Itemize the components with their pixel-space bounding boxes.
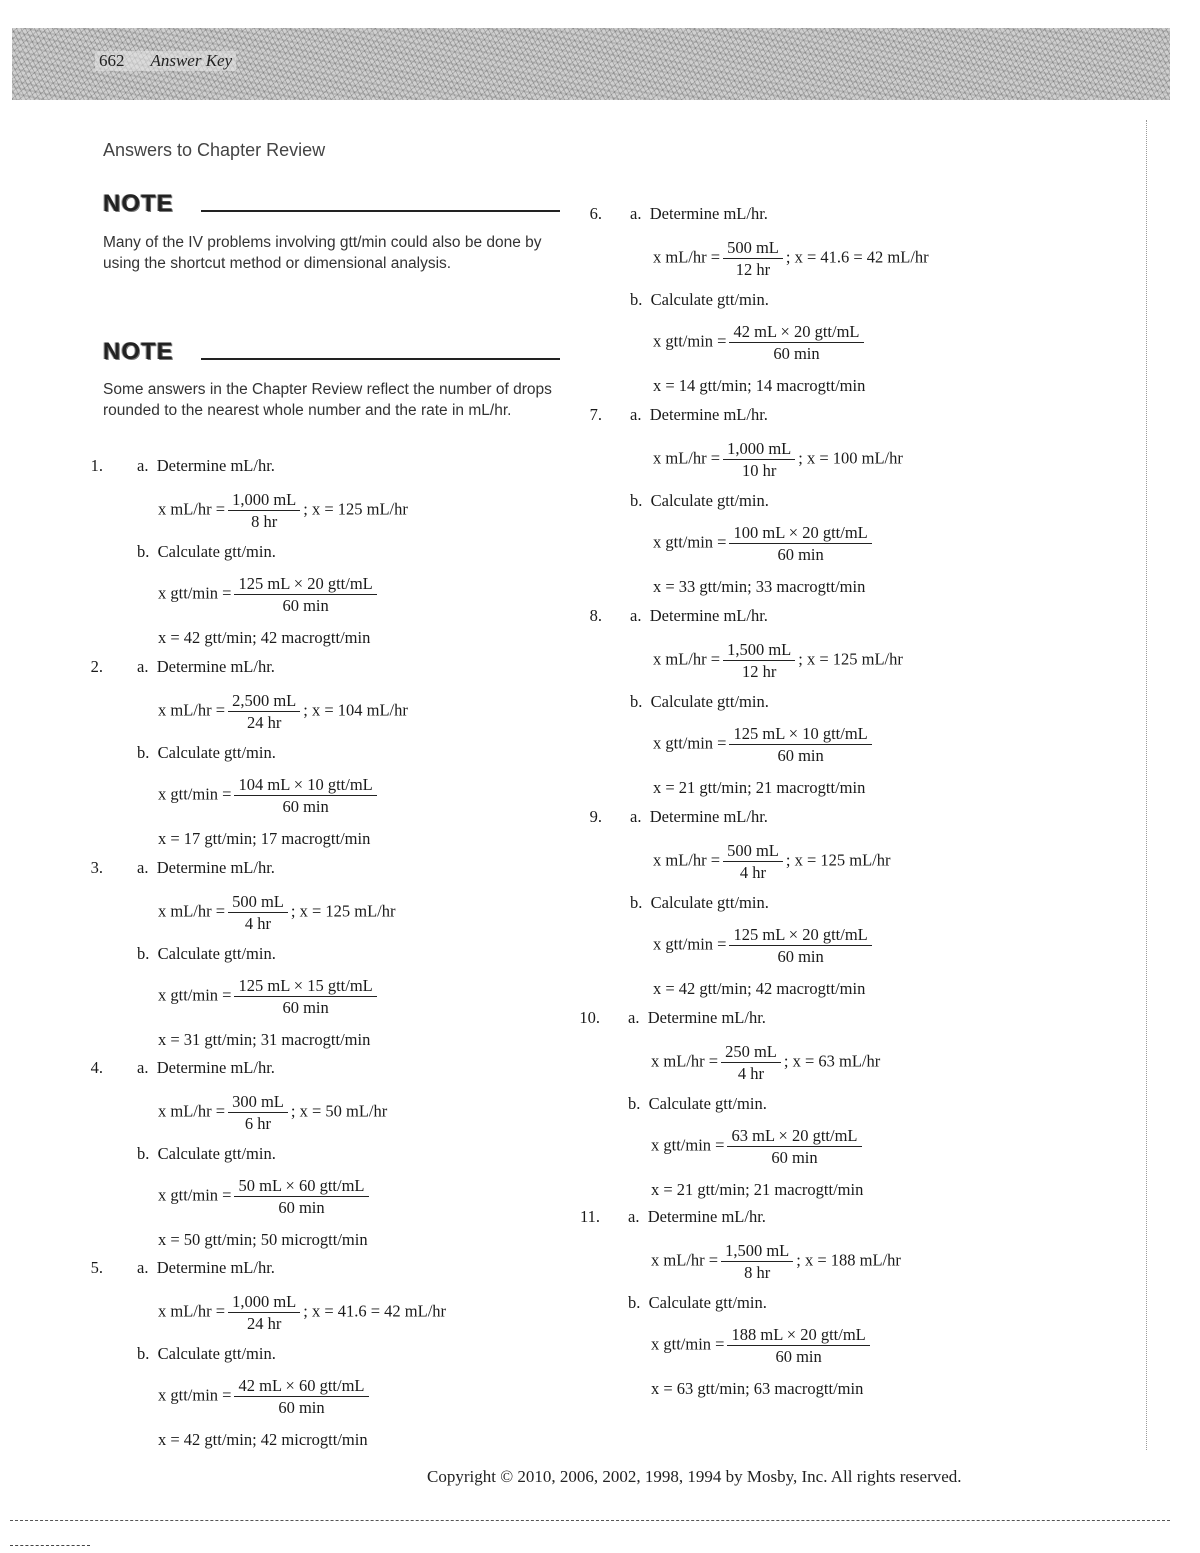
mL-per-hr-equation xyxy=(651,1042,880,1083)
equation-lhs: x gtt/min = xyxy=(158,1185,232,1205)
gtt-per-min-equation xyxy=(653,724,875,765)
equation-result: ; x = 41.6 = 42 mL/hr xyxy=(303,1301,447,1321)
part-label: a. xyxy=(137,1258,149,1277)
equation-result: ; x = 125 mL/hr xyxy=(798,649,903,669)
part-instruction: Calculate gtt/min. xyxy=(648,1293,767,1312)
part-b-heading xyxy=(137,944,276,964)
equation-lhs: x mL/hr = xyxy=(158,700,226,720)
part-b-heading xyxy=(137,1144,276,1164)
fraction-numerator: 1,500 mL xyxy=(721,1241,793,1262)
equation-result: ; x = 125 mL/hr xyxy=(290,901,396,921)
part-label: b. xyxy=(137,1144,150,1163)
fraction-numerator: 42 mL × 60 gtt/mL xyxy=(234,1376,368,1397)
fraction xyxy=(234,775,376,816)
part-instruction: Determine mL/hr. xyxy=(647,1207,766,1226)
mL-per-hr-equation xyxy=(653,439,903,480)
fraction xyxy=(228,1092,288,1133)
bottom-rule xyxy=(10,1520,1170,1521)
part-a-heading xyxy=(628,1207,766,1227)
equation-lhs: x mL/hr = xyxy=(653,247,721,267)
part-b-heading xyxy=(630,491,769,511)
part-instruction: Calculate gtt/min. xyxy=(157,944,276,963)
gtt-per-min-equation xyxy=(158,574,380,615)
part-label: b. xyxy=(137,743,150,762)
equation-lhs: x mL/hr = xyxy=(653,850,721,870)
fraction xyxy=(234,574,376,615)
equation-lhs: x mL/hr = xyxy=(158,1301,226,1321)
equation-lhs: x mL/hr = xyxy=(158,499,226,519)
fraction-numerator: 250 mL xyxy=(721,1042,781,1063)
copyright-notice: Copyright © 2010, 2006, 2002, 1998, 1994 by Mosby, Inc. All rights reserved. xyxy=(427,1467,962,1486)
fraction-numerator: 125 mL × 20 gtt/mL xyxy=(234,574,376,595)
fraction-denominator: 4 hr xyxy=(244,914,272,933)
final-answer: x = 21 gtt/min; 21 macrogtt/min xyxy=(651,1180,864,1199)
part-instruction: Calculate gtt/min. xyxy=(157,542,276,561)
final-answer: x = 42 gtt/min; 42 macrogtt/min xyxy=(158,628,371,647)
fraction xyxy=(228,1292,300,1333)
part-b-heading xyxy=(628,1293,767,1313)
footer-mark xyxy=(10,1545,90,1546)
part-instruction: Determine mL/hr. xyxy=(156,1258,275,1277)
fraction-denominator: 60 min xyxy=(771,1148,818,1167)
fraction-denominator: 60 min xyxy=(282,797,329,816)
fraction-denominator: 60 min xyxy=(773,344,820,363)
part-a-heading xyxy=(137,858,275,878)
part-a-heading xyxy=(630,405,768,425)
mL-per-hr-equation xyxy=(653,841,891,882)
part-b-heading xyxy=(137,743,276,763)
fraction xyxy=(234,976,376,1017)
part-instruction: Determine mL/hr. xyxy=(649,807,768,826)
fraction-denominator: 24 hr xyxy=(246,713,282,732)
note-text-2: Some answers in the Chapter Review reflect the number of drops rounded to the nearest whole number and the rate in mL/hr. xyxy=(103,381,552,419)
part-b-heading xyxy=(137,1344,276,1364)
equation-lhs: x gtt/min = xyxy=(158,1385,232,1405)
note-rule xyxy=(201,358,560,360)
fraction-denominator: 60 min xyxy=(777,545,824,564)
problem-number: 5. xyxy=(90,1258,103,1277)
fraction-denominator: 10 hr xyxy=(741,461,777,480)
fraction-denominator: 60 min xyxy=(282,596,329,615)
part-instruction: Calculate gtt/min. xyxy=(648,1094,767,1113)
fraction-numerator: 50 mL × 60 gtt/mL xyxy=(234,1176,368,1197)
fraction-numerator: 300 mL xyxy=(228,1092,288,1113)
equation-lhs: x gtt/min = xyxy=(158,784,232,804)
final-answer: x = 42 gtt/min; 42 macrogtt/min xyxy=(653,979,866,998)
problem-number: 6. xyxy=(589,204,602,223)
mL-per-hr-equation xyxy=(158,691,408,732)
final-answer: x = 33 gtt/min; 33 macrogtt/min xyxy=(653,577,866,596)
fraction-numerator: 100 mL × 20 gtt/mL xyxy=(729,523,871,544)
fraction-denominator: 60 min xyxy=(775,1347,822,1366)
problem-number: 9. xyxy=(589,807,602,826)
gtt-per-min-equation xyxy=(158,775,380,816)
margin-edge xyxy=(1146,120,1147,1450)
fraction xyxy=(721,1241,793,1282)
fraction-denominator: 12 hr xyxy=(735,260,771,279)
part-label: a. xyxy=(628,1207,640,1226)
fraction-numerator: 188 mL × 20 gtt/mL xyxy=(727,1325,869,1346)
note-rule xyxy=(201,210,560,212)
part-b-heading xyxy=(628,1094,767,1114)
problem-number: 8. xyxy=(589,606,602,625)
part-label: b. xyxy=(630,290,643,309)
running-header xyxy=(95,51,236,71)
note-badge: NOTE xyxy=(103,190,174,217)
part-label: b. xyxy=(137,944,150,963)
equation-result: ; x = 125 mL/hr xyxy=(785,850,891,870)
problem-number: 7. xyxy=(589,405,602,424)
page-number: 662 xyxy=(99,51,125,70)
equation-lhs: x gtt/min = xyxy=(653,532,727,552)
fraction-denominator: 60 min xyxy=(282,998,329,1017)
fraction-numerator: 1,500 mL xyxy=(723,640,795,661)
final-answer: x = 14 gtt/min; 14 macrogtt/min xyxy=(653,376,866,395)
fraction-denominator: 60 min xyxy=(278,1198,325,1217)
fraction-numerator: 125 mL × 10 gtt/mL xyxy=(729,724,871,745)
fraction-denominator: 60 min xyxy=(777,947,824,966)
equation-result: ; x = 63 mL/hr xyxy=(783,1051,881,1071)
note-text-1: Many of the IV problems involving gtt/min could also be done by using the shortcut method or dimensional analysis. xyxy=(103,234,542,272)
part-label: a. xyxy=(630,606,642,625)
part-instruction: Calculate gtt/min. xyxy=(157,743,276,762)
mL-per-hr-equation xyxy=(651,1241,901,1282)
fraction xyxy=(228,490,300,531)
final-answer: x = 31 gtt/min; 31 macrogtt/min xyxy=(158,1030,371,1049)
part-instruction: Calculate gtt/min. xyxy=(650,491,769,510)
equation-lhs: x gtt/min = xyxy=(651,1334,725,1354)
fraction-denominator: 60 min xyxy=(278,1398,325,1417)
part-label: a. xyxy=(630,807,642,826)
equation-lhs: x gtt/min = xyxy=(653,331,727,351)
gtt-per-min-equation xyxy=(158,1376,372,1417)
fraction xyxy=(723,841,783,882)
note-badge: NOTE xyxy=(103,338,174,365)
part-label: a. xyxy=(137,858,149,877)
part-instruction: Determine mL/hr. xyxy=(649,204,768,223)
fraction xyxy=(729,724,871,765)
part-instruction: Calculate gtt/min. xyxy=(157,1144,276,1163)
part-label: b. xyxy=(628,1094,641,1113)
gtt-per-min-equation xyxy=(651,1126,865,1167)
final-answer: x = 63 gtt/min; 63 macrogtt/min xyxy=(651,1379,864,1398)
final-answer: x = 21 gtt/min; 21 macrogtt/min xyxy=(653,778,866,797)
equation-result: ; x = 41.6 = 42 mL/hr xyxy=(785,247,929,267)
part-a-heading xyxy=(628,1008,766,1028)
fraction xyxy=(723,238,783,279)
mL-per-hr-equation xyxy=(158,490,408,531)
final-answer: x = 17 gtt/min; 17 macrogtt/min xyxy=(158,829,371,848)
section-title: Answers to Chapter Review xyxy=(103,140,326,160)
part-a-heading xyxy=(137,1258,275,1278)
fraction-denominator: 4 hr xyxy=(739,863,767,882)
part-b-heading xyxy=(630,692,769,712)
gtt-per-min-equation xyxy=(158,976,380,1017)
equation-lhs: x gtt/min = xyxy=(653,733,727,753)
part-a-heading xyxy=(137,456,275,476)
part-instruction: Calculate gtt/min. xyxy=(650,893,769,912)
part-instruction: Determine mL/hr. xyxy=(647,1008,766,1027)
fraction-numerator: 500 mL xyxy=(723,238,783,259)
fraction xyxy=(228,892,288,933)
fraction xyxy=(727,1126,861,1167)
part-label: b. xyxy=(630,893,643,912)
part-label: b. xyxy=(628,1293,641,1312)
mL-per-hr-equation xyxy=(158,1292,446,1333)
part-label: a. xyxy=(630,405,642,424)
note-heading-2 xyxy=(103,338,560,366)
fraction-numerator: 104 mL × 10 gtt/mL xyxy=(234,775,376,796)
part-instruction: Determine mL/hr. xyxy=(156,456,275,475)
fraction-denominator: 6 hr xyxy=(244,1114,272,1133)
equation-result: ; x = 50 mL/hr xyxy=(290,1101,388,1121)
fraction-denominator: 24 hr xyxy=(246,1314,282,1333)
part-instruction: Determine mL/hr. xyxy=(649,405,768,424)
part-instruction: Calculate gtt/min. xyxy=(650,290,769,309)
part-a-heading xyxy=(630,204,768,224)
part-b-heading xyxy=(630,290,769,310)
equation-result: ; x = 100 mL/hr xyxy=(798,448,903,468)
fraction xyxy=(727,1325,869,1366)
fraction-numerator: 42 mL × 20 gtt/mL xyxy=(729,322,863,343)
equation-result: ; x = 188 mL/hr xyxy=(796,1250,901,1270)
fraction-denominator: 12 hr xyxy=(741,662,777,681)
problem-number: 10. xyxy=(579,1008,600,1027)
part-instruction: Determine mL/hr. xyxy=(156,1058,275,1077)
fraction-denominator: 60 min xyxy=(777,746,824,765)
equation-lhs: x gtt/min = xyxy=(653,934,727,954)
fraction xyxy=(723,439,795,480)
problem-number: 4. xyxy=(90,1058,103,1077)
part-label: b. xyxy=(137,542,150,561)
fraction-numerator: 125 mL × 15 gtt/mL xyxy=(234,976,376,997)
part-label: a. xyxy=(630,204,642,223)
fraction-numerator: 1,000 mL xyxy=(723,439,795,460)
gtt-per-min-equation xyxy=(651,1325,873,1366)
final-answer: x = 50 gtt/min; 50 microgtt/min xyxy=(158,1230,368,1249)
problem-number: 2. xyxy=(90,657,103,676)
equation-lhs: x mL/hr = xyxy=(653,649,721,669)
equation-lhs: x gtt/min = xyxy=(651,1135,725,1155)
fraction xyxy=(228,691,300,732)
equation-lhs: x mL/hr = xyxy=(158,901,226,921)
equation-lhs: x mL/hr = xyxy=(651,1250,719,1270)
fraction-denominator: 8 hr xyxy=(744,1263,771,1282)
fraction-numerator: 63 mL × 20 gtt/mL xyxy=(727,1126,861,1147)
part-a-heading xyxy=(630,807,768,827)
part-label: a. xyxy=(137,1058,149,1077)
part-a-heading xyxy=(137,1058,275,1078)
mL-per-hr-equation xyxy=(158,892,396,933)
fraction xyxy=(721,1042,781,1083)
equation-lhs: x gtt/min = xyxy=(158,583,232,603)
fraction-numerator: 500 mL xyxy=(723,841,783,862)
part-label: a. xyxy=(137,456,149,475)
part-label: a. xyxy=(137,657,149,676)
fraction xyxy=(729,925,871,966)
part-instruction: Determine mL/hr. xyxy=(156,657,275,676)
problem-number: 11. xyxy=(579,1207,600,1226)
note-heading-1 xyxy=(103,190,560,218)
equation-lhs: x mL/hr = xyxy=(158,1101,226,1121)
problem-number: 1. xyxy=(90,456,103,475)
mL-per-hr-equation xyxy=(653,238,929,279)
final-answer: x = 42 gtt/min; 42 microgtt/min xyxy=(158,1430,368,1449)
fraction-denominator: 8 hr xyxy=(251,512,278,531)
gtt-per-min-equation xyxy=(653,322,867,363)
mL-per-hr-equation xyxy=(158,1092,387,1133)
part-label: b. xyxy=(137,1344,150,1363)
fraction-numerator: 125 mL × 20 gtt/mL xyxy=(729,925,871,946)
gtt-per-min-equation xyxy=(158,1176,372,1217)
equation-lhs: x mL/hr = xyxy=(651,1051,719,1071)
part-a-heading xyxy=(137,657,275,677)
problem-number: 3. xyxy=(90,858,103,877)
part-label: a. xyxy=(628,1008,640,1027)
equation-lhs: x gtt/min = xyxy=(158,985,232,1005)
fraction-numerator: 1,000 mL xyxy=(228,1292,300,1313)
gtt-per-min-equation xyxy=(653,925,875,966)
part-label: b. xyxy=(630,692,643,711)
fraction-numerator: 500 mL xyxy=(228,892,288,913)
fraction-denominator: 4 hr xyxy=(737,1064,765,1083)
gtt-per-min-equation xyxy=(653,523,875,564)
fraction-numerator: 1,000 mL xyxy=(228,490,300,511)
part-instruction: Determine mL/hr. xyxy=(156,858,275,877)
part-b-heading xyxy=(137,542,276,562)
fraction xyxy=(234,1376,368,1417)
fraction xyxy=(234,1176,368,1217)
part-instruction: Calculate gtt/min. xyxy=(157,1344,276,1363)
part-instruction: Calculate gtt/min. xyxy=(650,692,769,711)
fraction xyxy=(729,523,871,564)
equation-result: ; x = 104 mL/hr xyxy=(303,700,408,720)
mL-per-hr-equation xyxy=(653,640,903,681)
fraction xyxy=(723,640,795,681)
part-a-heading xyxy=(630,606,768,626)
fraction-numerator: 2,500 mL xyxy=(228,691,300,712)
equation-lhs: x mL/hr = xyxy=(653,448,721,468)
part-instruction: Determine mL/hr. xyxy=(649,606,768,625)
equation-result: ; x = 125 mL/hr xyxy=(303,499,408,519)
fraction xyxy=(729,322,863,363)
part-b-heading xyxy=(630,893,769,913)
header-title: Answer Key xyxy=(150,51,233,70)
part-label: b. xyxy=(630,491,643,510)
